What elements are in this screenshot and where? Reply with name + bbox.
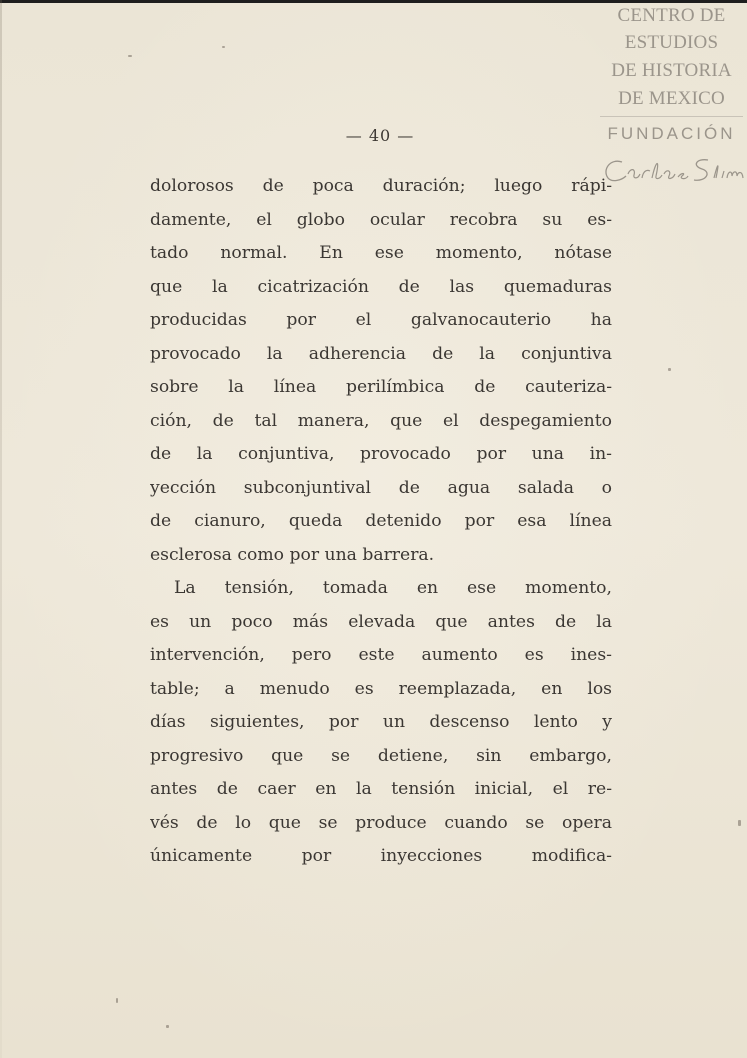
body-text bbox=[150, 170, 612, 874]
text-line: de la conjuntiva, provocado por una in- bbox=[150, 444, 612, 464]
signature-mark bbox=[596, 152, 747, 188]
text-line: ción, de tal manera, que el despegamiento bbox=[150, 410, 612, 431]
paper-speck bbox=[222, 46, 225, 48]
page-number: — 40 — bbox=[345, 126, 415, 145]
text-line: días siguientes, por un descenso lento y bbox=[150, 712, 612, 732]
text-line: intervención, pero este aumento es ines- bbox=[150, 645, 612, 665]
text-line: La tensión, tomada en ese momento, bbox=[174, 578, 612, 598]
text-line: producidas por el galvanocauterio ha bbox=[150, 310, 612, 330]
text-line: sobre la línea perilímbica de cauteriza- bbox=[150, 377, 612, 397]
text-line: vés de lo que se produce cuando se opera bbox=[150, 812, 612, 833]
watermark-line: DE HISTORIA bbox=[611, 60, 732, 81]
text-line: yección subconjuntival de agua salada o bbox=[150, 477, 612, 498]
watermark-line: DE MEXICO bbox=[618, 88, 725, 109]
paper-speck bbox=[116, 998, 118, 1003]
text-line: esclerosa como por una barrera. bbox=[150, 544, 435, 565]
text-line: table; a menudo es reemplazada, en los bbox=[150, 678, 612, 699]
paper-speck bbox=[166, 1025, 169, 1028]
text-line: de cianuro, queda detenido por esa línea bbox=[150, 511, 612, 531]
text-line: dolorosos de poca duración; luego rápi- bbox=[150, 176, 612, 196]
watermark-line: CENTRO DE bbox=[617, 5, 726, 26]
paper-speck bbox=[128, 55, 132, 57]
text-line: damente, el globo ocular recobra su es- bbox=[150, 209, 612, 230]
watermark-fundacion: FUNDACIÓN bbox=[607, 124, 736, 143]
text-line: es un poco más elevada que antes de la bbox=[150, 611, 612, 632]
paper-speck bbox=[668, 368, 671, 371]
text-line: progresivo que se detiene, sin embargo, bbox=[150, 745, 612, 766]
text-line: únicamente por inyecciones modifica- bbox=[150, 846, 612, 866]
text-line: tado normal. En ese momento, nótase bbox=[150, 243, 612, 263]
text-line: antes de caer en la tensión inicial, el re- bbox=[150, 779, 612, 799]
watermark-line: ESTUDIOS bbox=[624, 32, 719, 53]
scan-left-edge bbox=[0, 0, 2, 1058]
text-line: provocado la adherencia de la conjuntiva bbox=[150, 343, 612, 364]
text-line: que la cicatrización de las quemaduras bbox=[150, 276, 612, 297]
watermark-divider bbox=[600, 116, 743, 117]
paper-speck bbox=[738, 820, 741, 826]
archive-watermark bbox=[596, 2, 747, 187]
